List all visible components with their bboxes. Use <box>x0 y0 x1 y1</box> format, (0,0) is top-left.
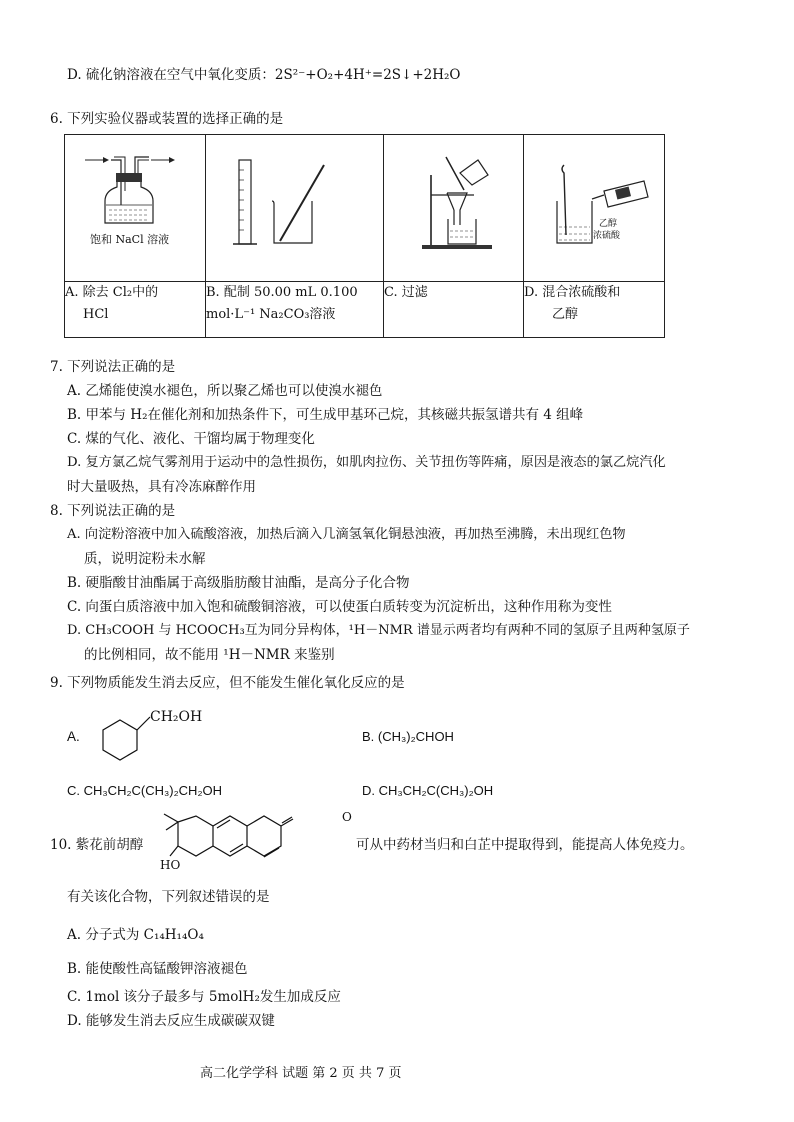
gas-washing-bottle-icon <box>65 135 205 281</box>
q6-fig-d-label-ethanol: 乙醇 <box>599 219 618 229</box>
q6-figure-b <box>206 135 384 282</box>
columbianetin-structure-icon <box>158 808 358 872</box>
q6-option-a-line2: HCl <box>83 307 109 322</box>
q10-ho-label: HO <box>160 858 181 872</box>
q9-option-c: C. CH₃CH₂C(CH₃)₂CH₂OH <box>67 783 222 798</box>
q6-option-b <box>206 282 384 338</box>
q7-option-c: C. 煤的气化、液化、干馏均属于物理变化 <box>67 431 315 447</box>
q9-option-d: D. CH₃CH₂C(CH₃)₂OH <box>362 783 494 798</box>
q8-option-a-line1: A. 向淀粉溶液中加入硫酸溶液，加热后滴入几滴氢氧化铜悬浊液，再加热至沸腾，未出现红色物 <box>67 527 626 542</box>
q6-figure-a <box>65 135 206 282</box>
mixing-acid-apparatus-icon <box>524 135 664 281</box>
q7-option-d-line2: 时大量吸热，具有冷冻麻醉作用 <box>67 479 256 495</box>
q8-option-d-line2: 的比例相同，故不能用 ¹H－NMR 来鉴别 <box>84 647 335 663</box>
q10-option-d: D. 能够发生消去反应生成碳碳双键 <box>67 1013 275 1029</box>
q6-option-c-text: C. 过滤 <box>384 285 428 300</box>
q6-option-b-line2: mol·L⁻¹ Na₂CO₃溶液 <box>206 307 336 322</box>
q7-stem: 7. 下列说法正确的是 <box>50 359 176 375</box>
q7-option-b: B. 甲苯与 H₂在催化剂和加热条件下，可生成甲基环己烷，其核磁共振氢谱共有 4 组峰 <box>67 407 584 423</box>
q8-stem: 8. 下列说法正确的是 <box>50 503 176 519</box>
q10-number: 10. 紫花前胡醇 <box>50 837 144 853</box>
q6-stem: 6. 下列实验仪器或装置的选择正确的是 <box>50 111 284 127</box>
q10-description: 可从中药材当归和白芷中提取得到，能提高人体免疫力。 <box>356 837 694 853</box>
q6-option-d <box>524 282 665 338</box>
q9-option-a-letter: A. <box>67 729 80 744</box>
q6-option-d-line1: D. 混合浓硫酸和 <box>524 285 621 300</box>
q9-option-b: B. (CH₃)₂CHOH <box>362 729 454 744</box>
graduated-cylinder-and-beaker-icon <box>206 135 383 281</box>
q10-stem: 有关该化合物，下列叙述错误的是 <box>67 889 270 905</box>
q6-option-a-line1: A. 除去 Cl₂中的 <box>65 285 159 300</box>
q9-option-a-group: CH₂OH <box>150 709 203 725</box>
q8-option-c: C. 向蛋白质溶液中加入饱和硫酸铜溶液，可以使蛋白质转变为沉淀析出，这种作用称为变性 <box>67 599 612 615</box>
q6-option-a <box>65 282 206 338</box>
q5-option-d: D. 硫化钠溶液在空气中氧化变质：2S²⁻+O₂+4H⁺=2S↓+2H₂O <box>67 67 461 83</box>
q7-option-d-line1: D. 复方氯乙烷气雾剂用于运动中的急性损伤，如肌肉拉伤、关节扭伤等阵痛，原因是液态的氯乙烷汽化 <box>67 455 666 470</box>
q10-option-c: C. 1mol 该分子最多与 5molH₂发生加成反应 <box>67 989 341 1005</box>
q10-option-a: A. 分子式为 C₁₄H₁₄O₄ <box>67 927 204 943</box>
q8-option-b: B. 硬脂酸甘油酯属于高级脂肪酸甘油酯，是高分子化合物 <box>67 575 410 591</box>
q6-fig-a-label: 饱和 NaCl 溶液 <box>90 233 170 246</box>
q6-figure-d <box>524 135 665 282</box>
q6-option-b-line1: B. 配制 50.00 mL 0.100 <box>206 285 358 300</box>
q9-stem: 9. 下列物质能发生消去反应，但不能发生催化氧化反应的是 <box>50 675 405 691</box>
q10-o-label: O <box>342 810 352 824</box>
filtration-apparatus-icon <box>384 135 523 281</box>
page-footer: 高二化学学科 试题 第 2 页 共 7 页 <box>200 1066 402 1081</box>
q6-option-c <box>384 282 524 338</box>
q6-apparatus-table <box>64 134 665 338</box>
q6-figure-c <box>384 135 524 282</box>
q8-option-d-line1: D. CH₃COOH 与 HCOOCH₃互为同分异构体，¹H－NMR 谱显示两者均有两种不同的氢原子且两种氢原子 <box>67 623 690 638</box>
q8-option-a-line2: 质，说明淀粉未水解 <box>84 551 206 567</box>
q7-option-a: A. 乙烯能使溴水褪色，所以聚乙烯也可以使溴水褪色 <box>67 383 383 399</box>
q6-option-d-line2: 乙醇 <box>552 307 579 322</box>
q6-fig-d-label-acid: 浓硫酸 <box>593 231 621 241</box>
q10-option-b: B. 能使酸性高锰酸钾溶液褪色 <box>67 961 248 977</box>
